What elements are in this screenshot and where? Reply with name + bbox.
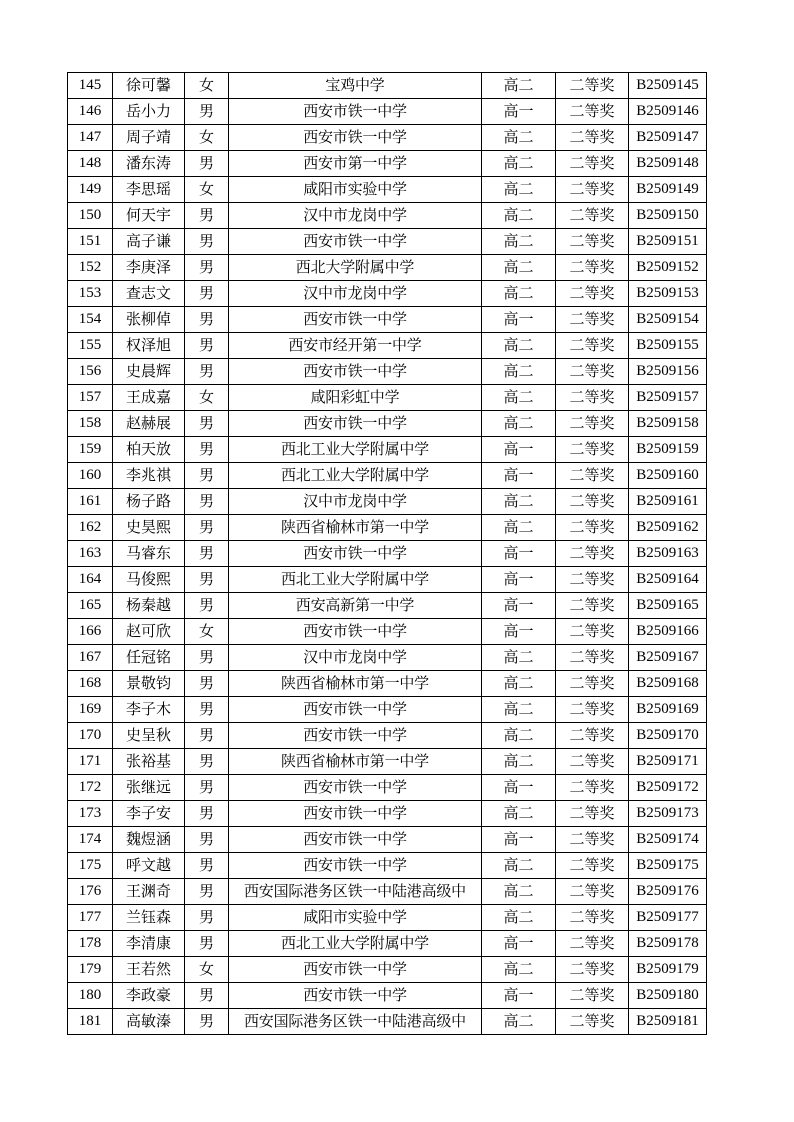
certificate-number-cell: B2509180 xyxy=(629,983,707,1009)
award-level-cell: 二等奖 xyxy=(556,125,629,151)
award-list-table xyxy=(67,72,707,1035)
certificate-number-cell: B2509176 xyxy=(629,879,707,905)
table-row xyxy=(68,151,707,177)
student-name-cell: 柏天放 xyxy=(113,437,185,463)
grade-cell: 高一 xyxy=(482,541,556,567)
certificate-number-cell: B2509153 xyxy=(629,281,707,307)
certificate-number-cell: B2509146 xyxy=(629,99,707,125)
grade-cell: 高二 xyxy=(482,177,556,203)
gender-cell: 男 xyxy=(185,333,229,359)
grade-cell: 高二 xyxy=(482,853,556,879)
award-level-cell: 二等奖 xyxy=(556,515,629,541)
serial-number-cell: 163 xyxy=(68,541,113,567)
gender-cell: 男 xyxy=(185,281,229,307)
grade-cell: 高二 xyxy=(482,281,556,307)
student-name-cell: 何天宇 xyxy=(113,203,185,229)
table-row xyxy=(68,1009,707,1035)
student-name-cell: 张继远 xyxy=(113,775,185,801)
serial-number-cell: 154 xyxy=(68,307,113,333)
serial-number-cell: 146 xyxy=(68,99,113,125)
school-cell: 西北工业大学附属中学 xyxy=(229,437,482,463)
grade-cell: 高二 xyxy=(482,671,556,697)
gender-cell: 男 xyxy=(185,541,229,567)
serial-number-cell: 165 xyxy=(68,593,113,619)
award-level-cell: 二等奖 xyxy=(556,73,629,99)
table-row xyxy=(68,697,707,723)
school-cell: 西安市铁一中学 xyxy=(229,619,482,645)
serial-number-cell: 151 xyxy=(68,229,113,255)
serial-number-cell: 176 xyxy=(68,879,113,905)
serial-number-cell: 167 xyxy=(68,645,113,671)
award-level-cell: 二等奖 xyxy=(556,281,629,307)
serial-number-cell: 156 xyxy=(68,359,113,385)
gender-cell: 男 xyxy=(185,879,229,905)
award-level-cell: 二等奖 xyxy=(556,463,629,489)
gender-cell: 男 xyxy=(185,983,229,1009)
award-level-cell: 二等奖 xyxy=(556,775,629,801)
certificate-number-cell: B2509167 xyxy=(629,645,707,671)
table-row xyxy=(68,255,707,281)
school-cell: 西安市铁一中学 xyxy=(229,801,482,827)
grade-cell: 高二 xyxy=(482,723,556,749)
grade-cell: 高二 xyxy=(482,697,556,723)
student-name-cell: 王渊奇 xyxy=(113,879,185,905)
school-cell: 西北工业大学附属中学 xyxy=(229,463,482,489)
serial-number-cell: 161 xyxy=(68,489,113,515)
serial-number-cell: 180 xyxy=(68,983,113,1009)
table-row xyxy=(68,125,707,151)
certificate-number-cell: B2509170 xyxy=(629,723,707,749)
table-row xyxy=(68,515,707,541)
school-cell: 西安市铁一中学 xyxy=(229,307,482,333)
school-cell: 咸阳市实验中学 xyxy=(229,177,482,203)
table-row xyxy=(68,333,707,359)
gender-cell: 男 xyxy=(185,567,229,593)
gender-cell: 男 xyxy=(185,723,229,749)
serial-number-cell: 171 xyxy=(68,749,113,775)
award-level-cell: 二等奖 xyxy=(556,853,629,879)
table-row xyxy=(68,411,707,437)
grade-cell: 高一 xyxy=(482,593,556,619)
school-cell: 西安市铁一中学 xyxy=(229,697,482,723)
award-level-cell: 二等奖 xyxy=(556,541,629,567)
award-level-cell: 二等奖 xyxy=(556,229,629,255)
certificate-number-cell: B2509155 xyxy=(629,333,707,359)
table-row xyxy=(68,203,707,229)
table-row xyxy=(68,73,707,99)
grade-cell: 高一 xyxy=(482,463,556,489)
school-cell: 陕西省榆林市第一中学 xyxy=(229,749,482,775)
student-name-cell: 高敏溱 xyxy=(113,1009,185,1035)
gender-cell: 男 xyxy=(185,775,229,801)
award-level-cell: 二等奖 xyxy=(556,177,629,203)
grade-cell: 高一 xyxy=(482,931,556,957)
gender-cell: 男 xyxy=(185,411,229,437)
school-cell: 西安国际港务区铁一中陆港高级中 xyxy=(229,879,482,905)
certificate-number-cell: B2509169 xyxy=(629,697,707,723)
gender-cell: 男 xyxy=(185,827,229,853)
student-name-cell: 李清康 xyxy=(113,931,185,957)
certificate-number-cell: B2509154 xyxy=(629,307,707,333)
award-level-cell: 二等奖 xyxy=(556,749,629,775)
serial-number-cell: 175 xyxy=(68,853,113,879)
certificate-number-cell: B2509148 xyxy=(629,151,707,177)
award-level-cell: 二等奖 xyxy=(556,411,629,437)
serial-number-cell: 164 xyxy=(68,567,113,593)
certificate-number-cell: B2509150 xyxy=(629,203,707,229)
grade-cell: 高一 xyxy=(482,307,556,333)
certificate-number-cell: B2509158 xyxy=(629,411,707,437)
gender-cell: 男 xyxy=(185,255,229,281)
student-name-cell: 李政豪 xyxy=(113,983,185,1009)
student-name-cell: 王成嘉 xyxy=(113,385,185,411)
table-row xyxy=(68,879,707,905)
table-row xyxy=(68,983,707,1009)
school-cell: 西安高新第一中学 xyxy=(229,593,482,619)
school-cell: 西安市铁一中学 xyxy=(229,229,482,255)
student-name-cell: 岳小力 xyxy=(113,99,185,125)
gender-cell: 男 xyxy=(185,229,229,255)
award-level-cell: 二等奖 xyxy=(556,827,629,853)
grade-cell: 高一 xyxy=(482,567,556,593)
award-level-cell: 二等奖 xyxy=(556,307,629,333)
serial-number-cell: 159 xyxy=(68,437,113,463)
certificate-number-cell: B2509177 xyxy=(629,905,707,931)
table-row xyxy=(68,489,707,515)
gender-cell: 男 xyxy=(185,593,229,619)
certificate-number-cell: B2509175 xyxy=(629,853,707,879)
table-row xyxy=(68,671,707,697)
serial-number-cell: 169 xyxy=(68,697,113,723)
certificate-number-cell: B2509145 xyxy=(629,73,707,99)
serial-number-cell: 160 xyxy=(68,463,113,489)
student-name-cell: 潘东涛 xyxy=(113,151,185,177)
award-level-cell: 二等奖 xyxy=(556,801,629,827)
table-row xyxy=(68,853,707,879)
certificate-number-cell: B2509168 xyxy=(629,671,707,697)
certificate-number-cell: B2509149 xyxy=(629,177,707,203)
school-cell: 西北大学附属中学 xyxy=(229,255,482,281)
serial-number-cell: 147 xyxy=(68,125,113,151)
award-level-cell: 二等奖 xyxy=(556,723,629,749)
serial-number-cell: 173 xyxy=(68,801,113,827)
table-row xyxy=(68,619,707,645)
award-level-cell: 二等奖 xyxy=(556,437,629,463)
grade-cell: 高二 xyxy=(482,1009,556,1035)
gender-cell: 女 xyxy=(185,619,229,645)
grade-cell: 高二 xyxy=(482,489,556,515)
student-name-cell: 史昊熙 xyxy=(113,515,185,541)
student-name-cell: 史晨辉 xyxy=(113,359,185,385)
award-level-cell: 二等奖 xyxy=(556,333,629,359)
student-name-cell: 李兆祺 xyxy=(113,463,185,489)
gender-cell: 男 xyxy=(185,801,229,827)
school-cell: 西安市铁一中学 xyxy=(229,125,482,151)
certificate-number-cell: B2509147 xyxy=(629,125,707,151)
school-cell: 西安市铁一中学 xyxy=(229,957,482,983)
gender-cell: 男 xyxy=(185,307,229,333)
grade-cell: 高二 xyxy=(482,73,556,99)
serial-number-cell: 179 xyxy=(68,957,113,983)
certificate-number-cell: B2509156 xyxy=(629,359,707,385)
student-name-cell: 徐可馨 xyxy=(113,73,185,99)
table-row xyxy=(68,749,707,775)
school-cell: 西安市铁一中学 xyxy=(229,541,482,567)
certificate-number-cell: B2509178 xyxy=(629,931,707,957)
school-cell: 西安国际港务区铁一中陆港高级中 xyxy=(229,1009,482,1035)
award-level-cell: 二等奖 xyxy=(556,567,629,593)
serial-number-cell: 149 xyxy=(68,177,113,203)
certificate-number-cell: B2509164 xyxy=(629,567,707,593)
gender-cell: 男 xyxy=(185,853,229,879)
grade-cell: 高二 xyxy=(482,515,556,541)
gender-cell: 男 xyxy=(185,671,229,697)
award-level-cell: 二等奖 xyxy=(556,359,629,385)
school-cell: 汉中市龙岗中学 xyxy=(229,281,482,307)
grade-cell: 高二 xyxy=(482,255,556,281)
table-row xyxy=(68,645,707,671)
award-level-cell: 二等奖 xyxy=(556,385,629,411)
serial-number-cell: 181 xyxy=(68,1009,113,1035)
certificate-number-cell: B2509179 xyxy=(629,957,707,983)
table-row xyxy=(68,99,707,125)
certificate-number-cell: B2509171 xyxy=(629,749,707,775)
gender-cell: 男 xyxy=(185,515,229,541)
grade-cell: 高二 xyxy=(482,879,556,905)
student-name-cell: 呼文越 xyxy=(113,853,185,879)
grade-cell: 高二 xyxy=(482,333,556,359)
student-name-cell: 景敬钧 xyxy=(113,671,185,697)
award-level-cell: 二等奖 xyxy=(556,489,629,515)
grade-cell: 高二 xyxy=(482,905,556,931)
grade-cell: 高二 xyxy=(482,957,556,983)
student-name-cell: 李庚泽 xyxy=(113,255,185,281)
gender-cell: 女 xyxy=(185,73,229,99)
student-name-cell: 魏煜涵 xyxy=(113,827,185,853)
award-level-cell: 二等奖 xyxy=(556,931,629,957)
serial-number-cell: 162 xyxy=(68,515,113,541)
gender-cell: 男 xyxy=(185,905,229,931)
certificate-number-cell: B2509181 xyxy=(629,1009,707,1035)
award-level-cell: 二等奖 xyxy=(556,957,629,983)
student-name-cell: 马睿东 xyxy=(113,541,185,567)
serial-number-cell: 174 xyxy=(68,827,113,853)
student-name-cell: 赵赫展 xyxy=(113,411,185,437)
gender-cell: 男 xyxy=(185,489,229,515)
award-level-cell: 二等奖 xyxy=(556,671,629,697)
grade-cell: 高二 xyxy=(482,151,556,177)
grade-cell: 高二 xyxy=(482,359,556,385)
grade-cell: 高一 xyxy=(482,619,556,645)
gender-cell: 男 xyxy=(185,463,229,489)
serial-number-cell: 177 xyxy=(68,905,113,931)
student-name-cell: 史呈秋 xyxy=(113,723,185,749)
award-level-cell: 二等奖 xyxy=(556,879,629,905)
certificate-number-cell: B2509152 xyxy=(629,255,707,281)
school-cell: 西安市铁一中学 xyxy=(229,723,482,749)
table-row xyxy=(68,229,707,255)
gender-cell: 男 xyxy=(185,437,229,463)
table-row xyxy=(68,359,707,385)
award-level-cell: 二等奖 xyxy=(556,619,629,645)
serial-number-cell: 170 xyxy=(68,723,113,749)
student-name-cell: 李思瑶 xyxy=(113,177,185,203)
school-cell: 汉中市龙岗中学 xyxy=(229,489,482,515)
school-cell: 西安市铁一中学 xyxy=(229,775,482,801)
table-row xyxy=(68,567,707,593)
grade-cell: 高二 xyxy=(482,645,556,671)
certificate-number-cell: B2509161 xyxy=(629,489,707,515)
grade-cell: 高二 xyxy=(482,125,556,151)
award-level-cell: 二等奖 xyxy=(556,593,629,619)
serial-number-cell: 145 xyxy=(68,73,113,99)
certificate-number-cell: B2509160 xyxy=(629,463,707,489)
school-cell: 陕西省榆林市第一中学 xyxy=(229,515,482,541)
serial-number-cell: 172 xyxy=(68,775,113,801)
grade-cell: 高一 xyxy=(482,827,556,853)
grade-cell: 高二 xyxy=(482,385,556,411)
serial-number-cell: 157 xyxy=(68,385,113,411)
grade-cell: 高二 xyxy=(482,411,556,437)
certificate-number-cell: B2509159 xyxy=(629,437,707,463)
serial-number-cell: 158 xyxy=(68,411,113,437)
school-cell: 汉中市龙岗中学 xyxy=(229,203,482,229)
table-row xyxy=(68,801,707,827)
student-name-cell: 赵可欣 xyxy=(113,619,185,645)
certificate-number-cell: B2509173 xyxy=(629,801,707,827)
gender-cell: 男 xyxy=(185,697,229,723)
table-row xyxy=(68,723,707,749)
school-cell: 西安市铁一中学 xyxy=(229,853,482,879)
grade-cell: 高二 xyxy=(482,229,556,255)
award-level-cell: 二等奖 xyxy=(556,99,629,125)
school-cell: 西安市铁一中学 xyxy=(229,827,482,853)
school-cell: 咸阳市实验中学 xyxy=(229,905,482,931)
table-row xyxy=(68,775,707,801)
school-cell: 陕西省榆林市第一中学 xyxy=(229,671,482,697)
certificate-number-cell: B2509162 xyxy=(629,515,707,541)
school-cell: 咸阳彩虹中学 xyxy=(229,385,482,411)
gender-cell: 女 xyxy=(185,957,229,983)
grade-cell: 高一 xyxy=(482,437,556,463)
certificate-number-cell: B2509166 xyxy=(629,619,707,645)
student-name-cell: 周子靖 xyxy=(113,125,185,151)
award-level-cell: 二等奖 xyxy=(556,203,629,229)
grade-cell: 高一 xyxy=(482,775,556,801)
serial-number-cell: 155 xyxy=(68,333,113,359)
table-row xyxy=(68,307,707,333)
certificate-number-cell: B2509157 xyxy=(629,385,707,411)
certificate-number-cell: B2509165 xyxy=(629,593,707,619)
school-cell: 西北工业大学附属中学 xyxy=(229,567,482,593)
gender-cell: 男 xyxy=(185,359,229,385)
serial-number-cell: 150 xyxy=(68,203,113,229)
school-cell: 西安市铁一中学 xyxy=(229,983,482,1009)
gender-cell: 女 xyxy=(185,177,229,203)
student-name-cell: 高子谦 xyxy=(113,229,185,255)
serial-number-cell: 166 xyxy=(68,619,113,645)
table-row xyxy=(68,827,707,853)
certificate-number-cell: B2509172 xyxy=(629,775,707,801)
certificate-number-cell: B2509163 xyxy=(629,541,707,567)
serial-number-cell: 168 xyxy=(68,671,113,697)
table-row xyxy=(68,281,707,307)
award-level-cell: 二等奖 xyxy=(556,697,629,723)
school-cell: 西安市铁一中学 xyxy=(229,411,482,437)
gender-cell: 男 xyxy=(185,99,229,125)
grade-cell: 高二 xyxy=(482,749,556,775)
table-row xyxy=(68,593,707,619)
school-cell: 汉中市龙岗中学 xyxy=(229,645,482,671)
award-level-cell: 二等奖 xyxy=(556,1009,629,1035)
student-name-cell: 杨子路 xyxy=(113,489,185,515)
school-cell: 西安市铁一中学 xyxy=(229,359,482,385)
student-name-cell: 马俊熙 xyxy=(113,567,185,593)
gender-cell: 男 xyxy=(185,749,229,775)
gender-cell: 男 xyxy=(185,931,229,957)
grade-cell: 高一 xyxy=(482,99,556,125)
school-cell: 西安市第一中学 xyxy=(229,151,482,177)
serial-number-cell: 153 xyxy=(68,281,113,307)
gender-cell: 女 xyxy=(185,385,229,411)
grade-cell: 高二 xyxy=(482,203,556,229)
table-row xyxy=(68,931,707,957)
student-name-cell: 查志文 xyxy=(113,281,185,307)
award-level-cell: 二等奖 xyxy=(556,983,629,1009)
gender-cell: 男 xyxy=(185,151,229,177)
table-row xyxy=(68,957,707,983)
table-row xyxy=(68,177,707,203)
grade-cell: 高二 xyxy=(482,801,556,827)
grade-cell: 高一 xyxy=(482,983,556,1009)
gender-cell: 男 xyxy=(185,1009,229,1035)
award-level-cell: 二等奖 xyxy=(556,151,629,177)
award-level-cell: 二等奖 xyxy=(556,255,629,281)
serial-number-cell: 148 xyxy=(68,151,113,177)
school-cell: 宝鸡中学 xyxy=(229,73,482,99)
serial-number-cell: 152 xyxy=(68,255,113,281)
serial-number-cell: 178 xyxy=(68,931,113,957)
certificate-number-cell: B2509174 xyxy=(629,827,707,853)
award-level-cell: 二等奖 xyxy=(556,905,629,931)
student-name-cell: 杨秦越 xyxy=(113,593,185,619)
award-level-cell: 二等奖 xyxy=(556,645,629,671)
table-row xyxy=(68,437,707,463)
student-name-cell: 王若然 xyxy=(113,957,185,983)
gender-cell: 女 xyxy=(185,125,229,151)
student-name-cell: 张柳倬 xyxy=(113,307,185,333)
gender-cell: 男 xyxy=(185,203,229,229)
table-row xyxy=(68,541,707,567)
student-name-cell: 李子木 xyxy=(113,697,185,723)
table-row xyxy=(68,905,707,931)
student-name-cell: 李子安 xyxy=(113,801,185,827)
award-table-body xyxy=(68,73,707,1035)
student-name-cell: 张裕基 xyxy=(113,749,185,775)
gender-cell: 男 xyxy=(185,645,229,671)
table-row xyxy=(68,385,707,411)
student-name-cell: 任冠铭 xyxy=(113,645,185,671)
student-name-cell: 权泽旭 xyxy=(113,333,185,359)
student-name-cell: 兰钰森 xyxy=(113,905,185,931)
table-row xyxy=(68,463,707,489)
school-cell: 西北工业大学附属中学 xyxy=(229,931,482,957)
school-cell: 西安市铁一中学 xyxy=(229,99,482,125)
school-cell: 西安市经开第一中学 xyxy=(229,333,482,359)
certificate-number-cell: B2509151 xyxy=(629,229,707,255)
